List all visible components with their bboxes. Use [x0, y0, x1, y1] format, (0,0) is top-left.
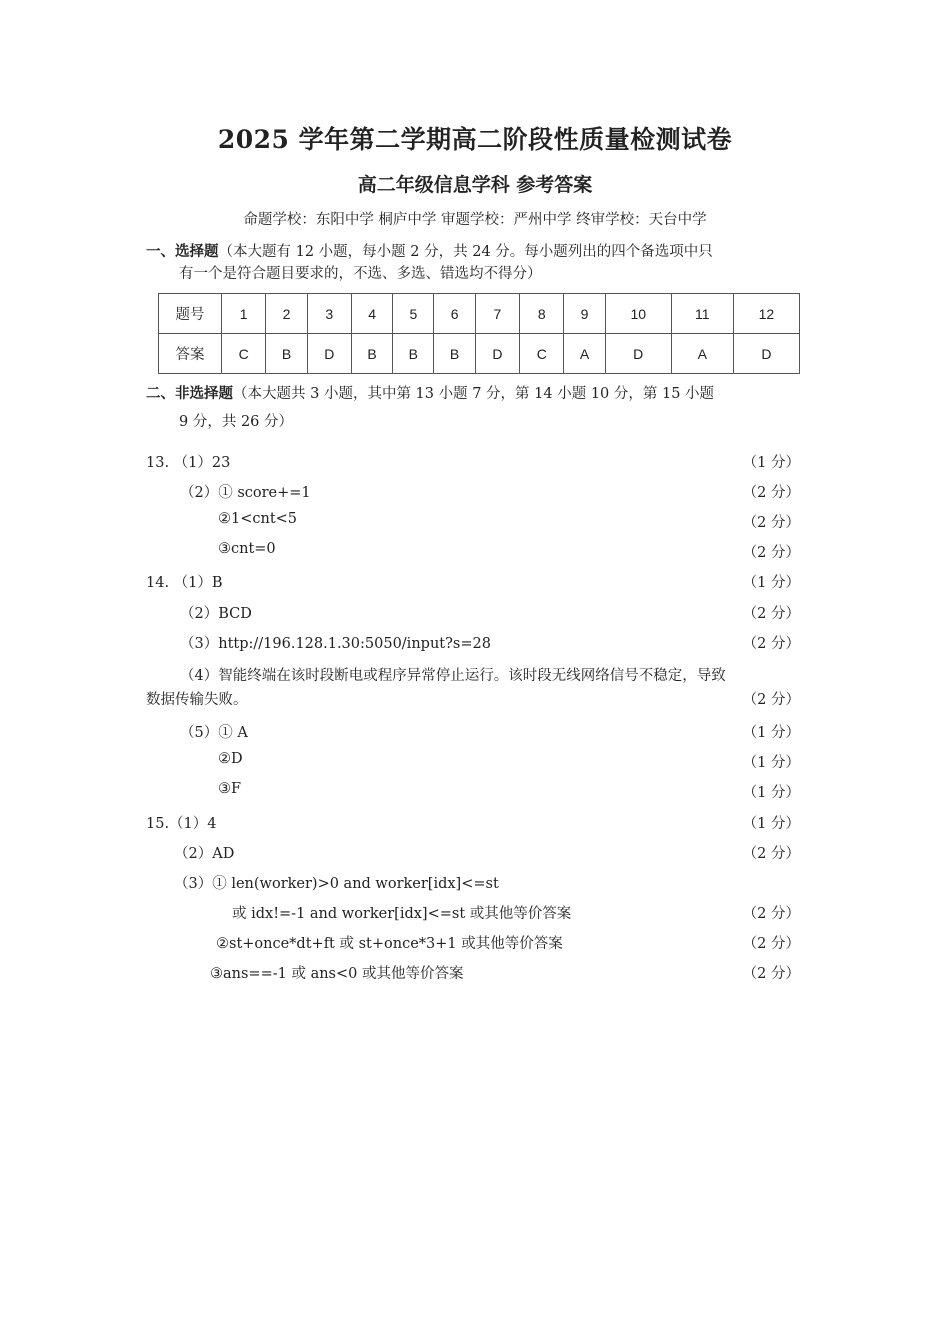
- q15-part1: 15.（1）4: [146, 816, 217, 832]
- answer-table: [158, 293, 800, 374]
- table-cell-number: 12: [733, 294, 799, 334]
- table-cell-number: 11: [671, 294, 733, 334]
- document-title: 2025 学年第二学期高二阶段性质量检测试卷: [217, 125, 733, 154]
- schools-line: 命题学校：东阳中学 桐庐中学 审题学校：严州中学 终审学校：天台中学: [243, 212, 707, 228]
- q13-score3: （2 分）: [742, 515, 800, 531]
- table-cell-answer: A: [671, 334, 733, 374]
- table-cell-number: 10: [605, 294, 671, 334]
- q14-part5-3: ③F: [218, 781, 242, 797]
- q13-part2-2: ②1<cnt<5: [218, 511, 298, 527]
- table-cell-answer: D: [605, 334, 671, 374]
- q14-part4-line2: 数据传输失败。: [146, 692, 248, 708]
- table-cell-number: 8: [520, 294, 564, 334]
- table-header-number: 题号: [159, 294, 222, 334]
- table-cell-answer: D: [307, 334, 351, 374]
- table-cell-number: 4: [351, 294, 392, 334]
- q15-part2: （2）AD: [174, 846, 235, 862]
- table-cell-number: 2: [266, 294, 307, 334]
- q14-score1: （1 分）: [742, 575, 800, 591]
- q13-score4: （2 分）: [742, 545, 800, 561]
- q13-part1: 13. （1）23: [146, 455, 231, 471]
- q13-part2-3: ③cnt=0: [218, 541, 276, 557]
- q15-score4: （2 分）: [742, 936, 800, 952]
- q14-score2: （2 分）: [742, 606, 800, 622]
- table-row-answers: [159, 334, 800, 374]
- q15-part3-3: ③ans==-1 或 ans<0 或其他等价答案: [210, 966, 464, 982]
- q15-score2: （2 分）: [742, 846, 800, 862]
- section1-note-1: （本大题有 12 小题，每小题 2 分，共 24 分。每小题列出的四个备选项中只: [218, 244, 713, 260]
- table-cell-number: 5: [393, 294, 434, 334]
- q14-part4-line1: （4）智能终端在该时段断电或程序异常停止运行。该时段无线网络信号不稳定，导致: [180, 668, 726, 684]
- table-cell-answer: C: [520, 334, 564, 374]
- section1-line1: [146, 241, 713, 263]
- q15-score5: （2 分）: [742, 966, 800, 982]
- table-cell-number: 7: [475, 294, 519, 334]
- section2-note-1: （本大题共 3 小题，其中第 13 小题 7 分，第 14 小题 10 分，第 15 小题: [233, 386, 715, 402]
- q14-score6: （1 分）: [742, 755, 800, 771]
- table-cell-answer: C: [222, 334, 266, 374]
- table-cell-answer: D: [733, 334, 799, 374]
- table-cell-answer: A: [564, 334, 605, 374]
- q13-score1: （1 分）: [742, 455, 800, 471]
- q14-part3: （3）http://196.128.1.30:5050/input?s=28: [180, 636, 491, 652]
- q13-part2-1: （2）① score+=1: [180, 485, 311, 501]
- q14-score5: （1 分）: [742, 725, 800, 741]
- q14-score4: （2 分）: [742, 692, 800, 708]
- table-cell-number: 1: [222, 294, 266, 334]
- q14-score3: （2 分）: [742, 636, 800, 652]
- table-row-numbers: [159, 294, 800, 334]
- table-cell-answer: B: [393, 334, 434, 374]
- q15-part3-2: ②st+once*dt+ft 或 st+once*3+1 或其他等价答案: [216, 936, 563, 952]
- table-cell-answer: B: [434, 334, 475, 374]
- table-cell-number: 3: [307, 294, 351, 334]
- section2-heading: 二、非选择题: [146, 385, 233, 402]
- q14-part5-1: （5）① A: [180, 725, 248, 741]
- q14-score7: （1 分）: [742, 785, 800, 801]
- q13-score2: （2 分）: [742, 485, 800, 501]
- table-header-answer: 答案: [159, 334, 222, 374]
- section1-note-2: 有一个是符合题目要求的，不选、多选、错选均不得分）: [179, 266, 542, 282]
- q15-score1: （1 分）: [742, 816, 800, 832]
- table-cell-answer: B: [266, 334, 307, 374]
- q15-score3: （2 分）: [742, 906, 800, 922]
- table-cell-answer: B: [351, 334, 392, 374]
- q15-part3-1b: 或 idx!=-1 and worker[idx]<=st 或其他等价答案: [232, 906, 572, 922]
- q14-part5-2: ②D: [218, 751, 243, 767]
- q15-part3-1a: （3）① len(worker)>0 and worker[idx]<=st: [174, 876, 499, 892]
- document-subtitle: 高二年级信息学科 参考答案: [357, 174, 593, 196]
- section2-line1: [146, 383, 714, 405]
- q14-part2: （2）BCD: [180, 606, 252, 622]
- table-cell-number: 9: [564, 294, 605, 334]
- q14-part1: 14. （1）B: [146, 575, 223, 591]
- table-cell-number: 6: [434, 294, 475, 334]
- section1-heading: 一、选择题: [146, 243, 219, 260]
- table-cell-answer: D: [475, 334, 519, 374]
- section2-note-2: 9 分，共 26 分）: [179, 414, 294, 430]
